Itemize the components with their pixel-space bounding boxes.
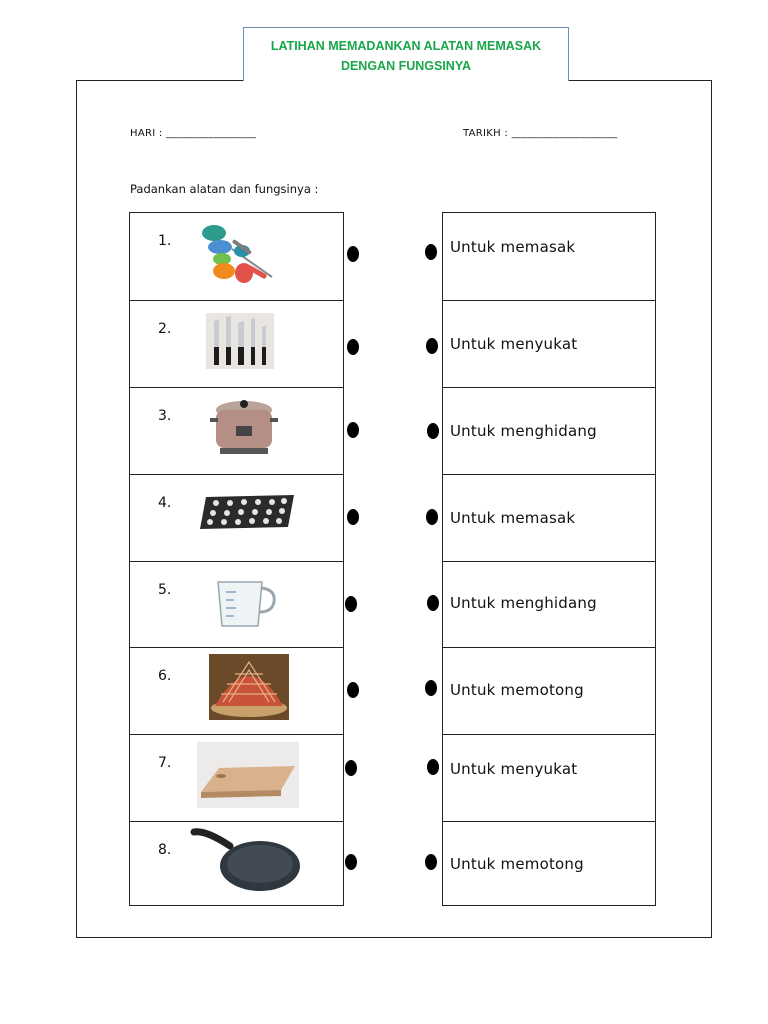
knife-set-icon (206, 313, 274, 369)
function-label: Untuk memotong (450, 681, 584, 699)
tool-row (130, 213, 343, 300)
tool-row (130, 300, 343, 387)
tools-column (129, 212, 344, 906)
match-dot-left-8[interactable] (345, 854, 357, 870)
function-label: Untuk menghidang (450, 594, 597, 612)
tool-row (130, 734, 343, 821)
tool-number: 4. (158, 495, 172, 511)
match-dot-left-4[interactable] (347, 509, 359, 525)
function-label: Untuk menyukat (450, 760, 578, 778)
match-dot-right-8[interactable] (425, 854, 437, 870)
tool-number: 6. (158, 668, 172, 684)
function-row (443, 387, 655, 474)
day-field[interactable]: HARI : _________________ (130, 128, 257, 139)
match-dot-right-2[interactable] (426, 338, 438, 354)
baking-tray-icon (198, 491, 298, 531)
function-row (443, 474, 655, 561)
worksheet-title (243, 27, 569, 81)
function-label: Untuk menghidang (450, 422, 597, 440)
tool-number: 7. (158, 755, 172, 771)
function-row (443, 821, 655, 907)
match-dot-left-7[interactable] (345, 760, 357, 776)
match-dot-right-6[interactable] (425, 680, 437, 696)
match-dot-right-5[interactable] (427, 595, 439, 611)
food-cover-icon (209, 654, 289, 720)
instruction-text: Padankan alatan dan fungsinya : (130, 182, 319, 196)
functions-column (442, 212, 656, 906)
function-label: Untuk menyukat (450, 335, 578, 353)
match-dot-left-2[interactable] (347, 339, 359, 355)
function-row (443, 734, 655, 821)
function-row (443, 300, 655, 387)
title-line-2: DENGAN FUNGSINYA (340, 59, 472, 73)
function-row (443, 561, 655, 647)
tool-number: 1. (158, 233, 172, 249)
function-label: Untuk memasak (450, 509, 576, 527)
tool-row (130, 647, 343, 734)
tool-number: 3. (158, 408, 172, 424)
tool-row (130, 821, 343, 907)
measuring-jug-icon (214, 578, 280, 630)
tool-number: 5. (158, 582, 172, 598)
tool-number: 2. (158, 321, 172, 337)
function-label: Untuk memasak (450, 238, 576, 256)
date-field[interactable]: TARIKH : ____________________ (463, 128, 618, 139)
match-dot-right-7[interactable] (427, 759, 439, 775)
match-dot-right-3[interactable] (427, 423, 439, 439)
frying-pan-icon (190, 826, 302, 894)
tool-number: 8. (158, 842, 172, 858)
tool-row (130, 561, 343, 647)
tool-row (130, 387, 343, 474)
match-dot-left-1[interactable] (347, 246, 359, 262)
function-label: Untuk memotong (450, 855, 584, 873)
match-dot-left-6[interactable] (347, 682, 359, 698)
match-dot-left-3[interactable] (347, 422, 359, 438)
title-line-1: LATIHAN MEMADANKAN ALATAN MEMASAK (270, 39, 542, 53)
measuring-spoons-icon (194, 219, 276, 289)
rice-cooker-icon (208, 396, 280, 460)
function-row (443, 213, 655, 300)
cutting-board-icon (197, 742, 299, 808)
match-dot-right-4[interactable] (426, 509, 438, 525)
match-dot-right-1[interactable] (425, 244, 437, 260)
match-dot-left-5[interactable] (345, 596, 357, 612)
tool-row (130, 474, 343, 561)
function-row (443, 647, 655, 734)
